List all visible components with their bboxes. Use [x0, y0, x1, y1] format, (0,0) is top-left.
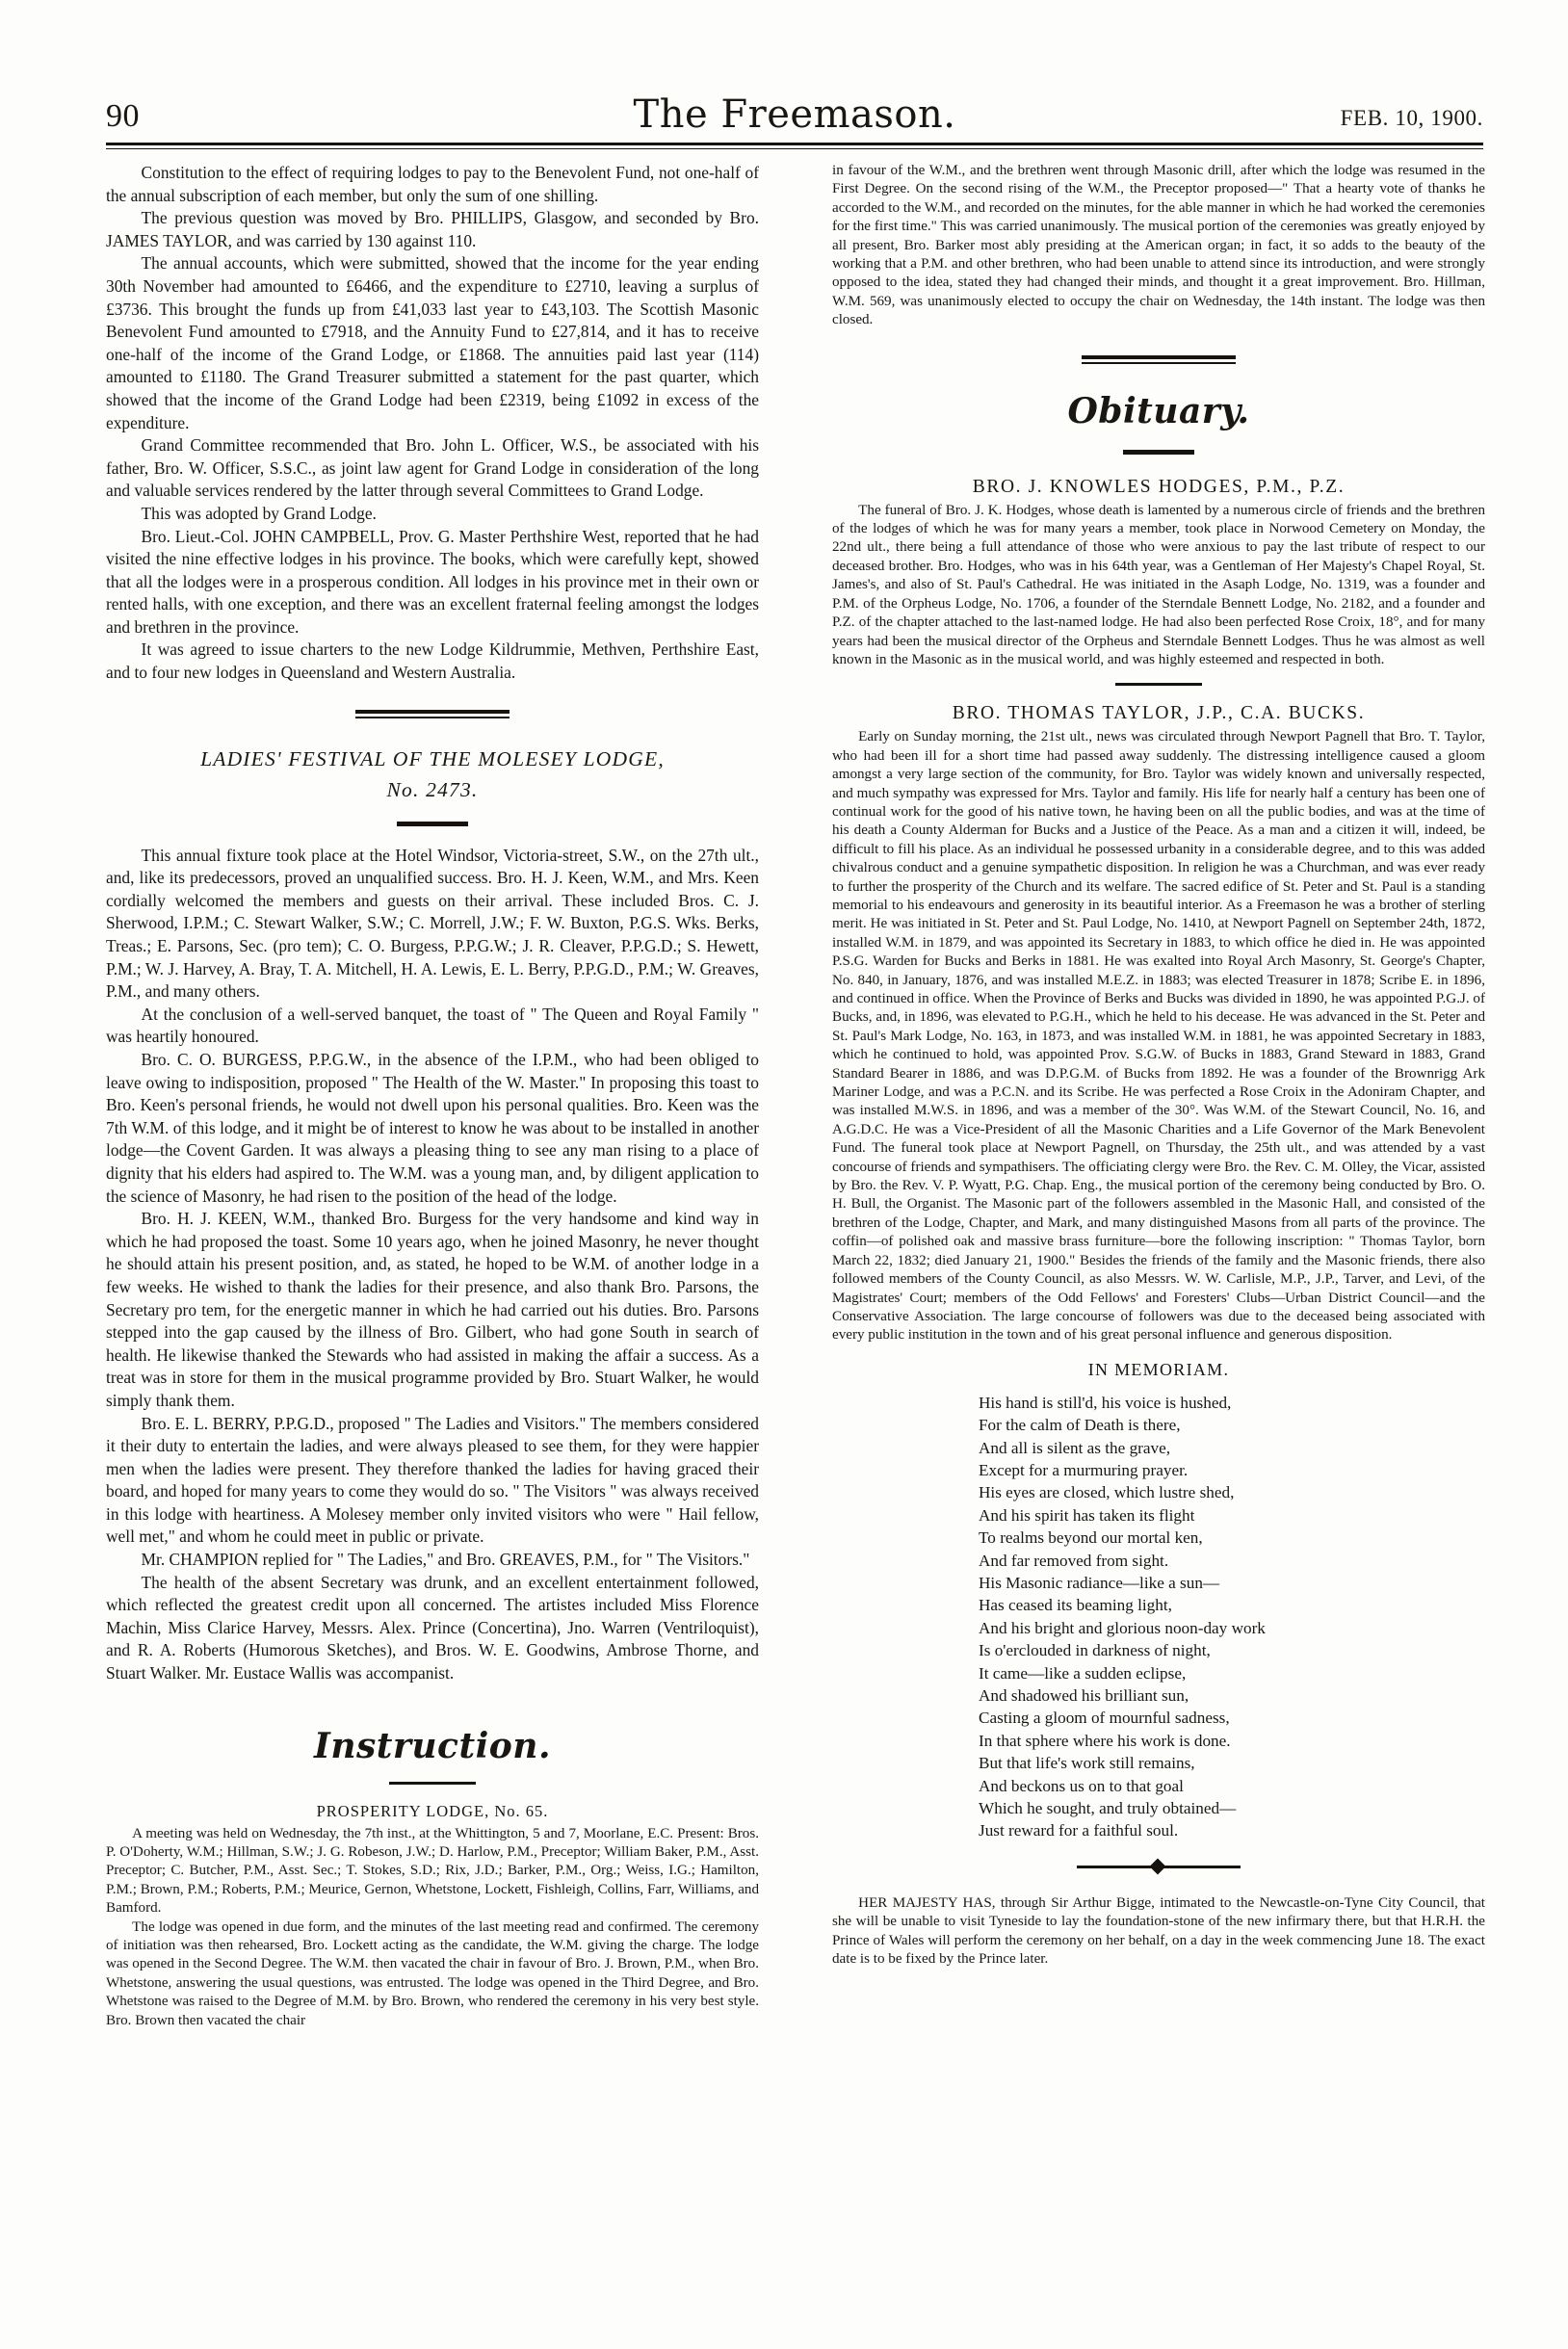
- heading-rule: [1115, 683, 1202, 686]
- paragraph: Mr. CHAMPION replied for " The Ladies," and Bro. GREAVES, P.M., for " The Visitors.": [141, 1550, 750, 1570]
- prosperity-lodge-heading: PROSPERITY LODGE, No. 65.: [316, 1801, 549, 1820]
- poem-line: And shadowed his brilliant sun,: [979, 1686, 1189, 1705]
- heading-rule: [1123, 450, 1194, 455]
- poem-line: His hand is still'd, his voice is hushed,: [979, 1393, 1232, 1412]
- poem-line: And far removed from sight.: [979, 1551, 1169, 1570]
- poem-line: For the calm of Death is there,: [979, 1416, 1181, 1435]
- in-memoriam-poem: [832, 1392, 1485, 1842]
- right-column: [832, 162, 1485, 2290]
- poem-line: And all is silent as the grave,: [979, 1438, 1171, 1457]
- poem-line: And his bright and glorious noon-day work: [979, 1618, 1266, 1637]
- in-memoriam-heading: IN MEMORIAM.: [1087, 1359, 1230, 1379]
- obituary-heading: Obituary.: [1067, 390, 1250, 431]
- paragraph: Constitution to the effect of requiring lodges to pay to the Benevolent Fund, not one-half of the annual subscription of each member, but only the sum of one shilling.: [106, 163, 759, 205]
- festival-heading-line1: LADIES' FESTIVAL OF THE MOLESEY LODGE,: [200, 746, 665, 770]
- article-columns: [106, 162, 1485, 2290]
- left-column: [106, 162, 759, 2290]
- festival-heading: [106, 744, 759, 805]
- instruction-heading: Instruction.: [314, 1725, 551, 1766]
- paragraph: Bro. E. L. BERRY, P.P.G.D., proposed " The Ladies and Visitors." The members considered it their duty to entertain the ladies, and were always pleased to see them, for they were happier men when the ladies were present. They therefore thanked the ladies for having graced their board, and hoped for many years to come they would do so. " The Visitors " was always received in this lodge with heartiness. A Molesey member only invited visitors who were " Hail fellow, well met," and whom he could meet in public or private.: [106, 1413, 759, 1547]
- poem-line: In that sphere where his work is done.: [979, 1731, 1231, 1750]
- paragraph: Bro. C. O. BURGESS, P.P.G.W., in the absence of the I.P.M., who had been obliged to leave owing to indisposition, proposed " The Health of the W. Master." In proposing this toast to Bro. Keen's personal friends, he would not dwell upon his personal qualities. Bro. Keen was the 7th W.M. of this lodge, and it might be of interest to know he was about to be installed in another lodge—the Covent Garden. It was always a pleasing thing to see any man rising to a place of dignity that his elders had aspired to. The W.M. was a young man, and, by diligent application to the science of Masonry, he had risen to the position of the head of the lodge.: [106, 1050, 759, 1206]
- page-title: The Freemason.: [633, 92, 956, 137]
- poem-line: It came—like a sudden eclipse,: [979, 1663, 1187, 1683]
- paragraph: The annual accounts, which were submitted, showed that the income for the year ending 30th November had amounted to £6466, and the expenditure to £2710, leaving a surplus of £3736. This brought the funds up from £41,033 last year to £43,103. The Scottish Masonic Benevolent Fund amounted to £7918, and the Annuity Fund to £27,814, and it has to receive one-half of the income of the Grand Lodge, or £1868. The annuities paid last year (114) amounted to £1180. The Grand Treasurer submitted a statement for the past quarter, which showed that the income of the Grand Lodge had been £2319, being £1092 in excess of the expenditure.: [106, 253, 759, 432]
- paragraph: Early on Sunday morning, the 21st ult., news was circulated through Newport Pagnell that Bro. T. Taylor, who had been ill for a short time had passed away suddenly. The distressing intelligence caused a gloom amongst a very large section of the community, for Bro. Taylor was widely known and universally respected, and much sympathy was expressed for Mrs. Taylor and family. His life for nearly half a century has been one of continual work for the good of his native town, he having been on all the public bodies, and was at the time of his death a County Alderman for Bucks and a Justice of the Peace. As a man and a citizen it will, indeed, be difficult to fill his place. As an individual he possessed urbanity in a considerable degree, and to this was added chivalrous conduct and a genuine sympathetic disposition. In religion he was a Churchman, and was ever ready to further the prosperity of the Church and its welfare. The sacred edifice of St. Peter and St. Paul is a standing memorial to his endeavours and generosity in its beautiful interior. As a Freemason he was a brother of sterling merit. He was initiated in St. Peter and St. Paul Lodge, No. 1410, at Newport Pagnell on September 24th, 1872, installed W.M. in 1879, and was appointed its Secretary in 1883, to which office he died in. He was appointed P.S.G. Warden for Bucks and Berks in 1881. He was exalted into Royal Arch Masonry, St. George's Chapter, No. 840, in January, 1876, and was installed M.E.Z. in 1883; was elected Treasurer in 1878; Scribe E. in 1896, and continued in office. When the Province of Berks and Bucks was divided in 1890, he was appointed P.G.J. of Bucks, and, in 1896, was elevated to P.G.H., which he held to his decease. He was advanced in the St. Peter and St. Paul's Mark Lodge, No. 163, in 1873, and was installed W.M. in 1881, he was appointed Secretary in 1883, which he continued to hold, was appointed Prov. S.G.W. of Bucks in 1883, Grand Steward in 1883, Grand Standard Bearer in 1886, and was D.P.G.M. of Bucks from 1892. He was a founder of the Brownrigg Ark Mariner Lodge, and was a P.C.N. and its Scribe. He was perfected a Rose Croix in the Adoniram Chapter, and was installed M.W.S. in 1896, and was a member of the 30°. Was W.M. of the Stewart Council, No. 16, and A.G.D.C. He was a Vice-President of all the Masonic Charities and a Life Governor of the Mark Benevolent Fund. The funeral took place at Newport Pagnell, on Thursday, the 25th ult., and was attended by a vast concourse of friends and sympathisers. The officiating clergy were Bro. the Rev. C. M. Olley, the Vicar, assisted by Bro. the Rev. V. P. Wyatt, P.G. Chap. Eng., the musical portion of the ceremony being conducted by Bro. O. H. Bull, the Organist. The Masonic part of the followers assembled in the Masonic Hall, and consisted of the brethren of the Lodge, Chapter, and Mark, and many distinguished Masons from all parts of the province. The coffin—of polished oak and massive brass furniture—bore the following inscription: " Thomas Taylor, born March 22, 1832; died January 21, 1900." Besides the friends of the family and the Masonic friends, there also followed members of the County Council, as also Messrs. W. W. Carlisle, M.P., J.P., Tarver, and Levi, of the Magistrates' Court; members of the Odd Fellows' and Foresters' Clubs—Urban District Council—and the Conservative Association. The large concourse of followers was due to the deceased being associated with every public institution in the town and of his great personal influence and generous disposition.: [832, 729, 1485, 1344]
- poem-line: Just reward for a faithful soul.: [979, 1821, 1179, 1840]
- paragraph: in favour of the W.M., and the brethren went through Masonic drill, after which the lodge was resumed in the First Degree. On the second rising of the W.M., the Preceptor proposed—" That a hearty vote of thanks he accorded to the W.M., and recorded on the minutes, for the able manner in which he had worked the ceremonies for the first time." This was carried unanimously. The musical portion of the ceremonies was greatly enjoyed by all present, Bro. Barker most ably presiding at the American organ; in fact, it so adds to the beauty of the working that a P.M. and other brethren, who had been unable to attend since its introduction, and were strongly opposed to the idea, stated they had changed their minds, and thought it a great improvement. Bro. Hillman, W.M. 569, was unanimously elected to occupy the chair on Wednesday, the 14th instant. The lodge was then closed.: [832, 163, 1485, 328]
- obituary-entry-name: BRO. J. KNOWLES HODGES, P.M., P.Z.: [972, 476, 1346, 497]
- poem-line: To realms beyond our mortal ken,: [979, 1528, 1203, 1548]
- issue-date: FEB. 10, 1900.: [1340, 106, 1483, 130]
- obituary-entry-name: BRO. THOMAS TAYLOR, J.P., C.A. BUCKS.: [952, 703, 1366, 724]
- poem-line: His Masonic radiance—like a sun—: [979, 1573, 1220, 1592]
- paragraph: Grand Committee recommended that Bro. John L. Officer, W.S., be associated with his father, Bro. W. Officer, S.S.C., as joint law agent for Grand Lodge in consideration of the long and valuable services rendered by the latter through several Committees to Grand Lodge.: [106, 435, 759, 501]
- heading-rule: [397, 822, 468, 826]
- festival-heading-line2: No. 2473.: [386, 777, 479, 801]
- poem-line: His eyes are closed, which lustre shed,: [979, 1483, 1235, 1502]
- poem-line: Is o'erclouded in darkness of night,: [979, 1641, 1211, 1660]
- poem-line: And beckons us on to that goal: [979, 1776, 1184, 1795]
- poem-line: Has ceased its beaming light,: [979, 1596, 1172, 1615]
- paragraph: HER MAJESTY HAS, through Sir Arthur Bigge, intimated to the Newcastle-on-Tyne City Council, that she will be unable to visit Tyneside to lay the foundation-stone of the new infirmary there, but that H.R.H. the Prince of Wales will perform the ceremony on her behalf, on a day in the week commencing June 18. The exact date is to be fixed by the Prince later.: [832, 1894, 1485, 1968]
- paragraph: A meeting was held on Wednesday, the 7th inst., at the Whittington, 5 and 7, Moorlane, E.C. Present: Bros. P. O'Doherty, W.M.; Hillman, S.W.; J. G. Robeson, J.W.; D. Harlow, P.M., Preceptor; William Baker, P.M., Asst. Preceptor; C. Butcher, P.M., Asst. Sec.; T. Stokes, S.D.; Rix, J.D.; Barker, P.M., Org.; Weiss, I.G.; Hamilton, P.M.; Brown, P.M.; Roberts, P.M.; Meurice, Gernon, Whetstone, Lockett, Fishleigh, Collins, Farr, Williams, and Bamford.: [106, 1825, 759, 1917]
- section-rule: [1082, 355, 1236, 364]
- poem-line: Except for a murmuring prayer.: [979, 1460, 1189, 1479]
- poem-line: Casting a gloom of mournful sadness,: [979, 1709, 1230, 1728]
- paragraph: At the conclusion of a well-served banquet, the toast of " The Queen and Royal Family " was heartily honoured.: [106, 1004, 759, 1047]
- spacer: [106, 1685, 759, 1724]
- paragraph: This annual fixture took place at the Hotel Windsor, Victoria-street, S.W., on the 27th ult., and, like its predecessors, proved an unqualified success. Bro. H. J. Keen, W.M., and Mrs. Keen cordially welcomed the members and guests on their arrival. These included Bros. C. J. Sherwood, I.P.M.; C. Stewart Walker, S.W.; C. Morrell, J.W.; F. W. Buxton, P.G.S. Wks. Berks, Treas.; E. Parsons, Sec. (pro tem); C. O. Burgess, P.P.G.W.; J. R. Cleaver, P.P.G.D.; S. Hewett, P.M.; W. J. Harvey, A. Bray, T. A. Mitchell, H. A. Lewis, E. L. Berry, P.P.G.D., P.M.; W. Greaves, P.M., and many others.: [106, 845, 759, 1002]
- poem-line: And his spirit has taken its flight: [979, 1505, 1195, 1525]
- diamond-rule: [1077, 1860, 1241, 1873]
- paragraph: Bro. Lieut.-Col. JOHN CAMPBELL, Prov. G. Master Perthshire West, reported that he had visited the nine effective lodges in his province. The books, which were carefully kept, showed that all the lodges were in a prosperous condition. All lodges in his province met in their own or rented halls, with one exception, and there was an excellent fraternal feeling amongst the lodges and brethren in the province.: [106, 526, 759, 637]
- heading-rule: [389, 1782, 476, 1785]
- paragraph: The lodge was opened in due form, and the minutes of the last meeting read and confirmed. The ceremony of initiation was then rehearsed, Bro. Lockett acting as the candidate, the W.M. giving the charge. The lodge was opened in the Second Degree. The W.M. then vacated the chair in favour of Bro. J. Brown, P.M., when Bro. Whetstone, answering the usual questions, was entrusted. The lodge was opened in the Third Degree, and Bro. Whetstone was raised to the Degree of M.M. by Bro. Brown, who rendered the ceremony in his very best style. Bro. Brown then vacated the chair: [106, 1918, 759, 2028]
- page-number: 90: [106, 98, 140, 134]
- paragraph: The health of the absent Secretary was drunk, and an excellent entertainment followed, which reflected the greatest credit upon all concerned. The artistes included Miss Florence Machin, Miss Clarice Harvey, Messrs. Alex. Prince (Concertina), Jno. Warren (Ventriloquist), and R. A. Roberts (Humorous Sketches), and Bros. W. E. Goodwins, Ambrose Thorne, and Stuart Walker. Mr. Eustace Wallis was accompanist.: [106, 1572, 759, 1683]
- paragraph: The funeral of Bro. J. K. Hodges, whose death is lamented by a numerous circle of friends and the brethren of the lodges of which he was for many years a member, took place in Norwood Cemetery on Monday, the 22nd ult., there being a full attendance of those who were anxious to pay the last tribute of respect to our deceased brother. Bro. Hodges, who was in his 64th year, was a Gentleman of Her Majesty's Chapel Royal, St. James's, and also of St. Paul's Cathedral. He was initiated in the Asaph Lodge, No. 1319, was a founder and P.M. of the Orpheus Lodge, No. 1706, a founder of the Sterndale Bennett Lodge, No. 2182, and a founder and P.Z. of the chapter attached to the last-named lodge. He had also been perfected Rose Croix, 18°, and for many years had been the musical director of the Orpheus and Sterndale Bennett Lodges. Thus he was almost as well known in the Masonic as in the musical world, and was highly esteemed and respected in both.: [832, 502, 1485, 667]
- paragraph: The previous question was moved by Bro. PHILLIPS, Glasgow, and seconded by Bro. JAMES TAYLOR, and was carried by 130 against 110.: [106, 208, 759, 250]
- section-rule: [355, 710, 510, 718]
- paragraph: This was adopted by Grand Lodge.: [141, 503, 377, 523]
- poem-line: But that life's work still remains,: [979, 1754, 1195, 1773]
- paragraph: Bro. H. J. KEEN, W.M., thanked Bro. Burgess for the very handsome and kind way in which he had proposed the toast. Some 10 years ago, when he joined Masonry, he never thought he should attain his present position, and, as stated, he hoped to be W.M. of another lodge in a few weeks. He wished to thank the ladies for their presence, and also thank Bro. Parsons, the Secretary pro tem, for the energetic manner in which he had carried out his duties. Bro. Parsons stepped into the gap caused by the illness of Bro. Gilbert, who had gone South in search of health. He likewise thanked the Stewards who had assisted in making the affair a success. As a treat was in store for them in the musical programme provided by Bro. Stuart Walker, he would simply thank them.: [106, 1209, 759, 1410]
- poem-line: Which he sought, and truly obtained—: [979, 1799, 1237, 1818]
- masthead: [106, 75, 1483, 135]
- masthead-rule: [106, 143, 1483, 149]
- paragraph: It was agreed to issue charters to the new Lodge Kildrummie, Methven, Perthshire East, and to four new lodges in Queensland and Western Australia.: [106, 639, 759, 683]
